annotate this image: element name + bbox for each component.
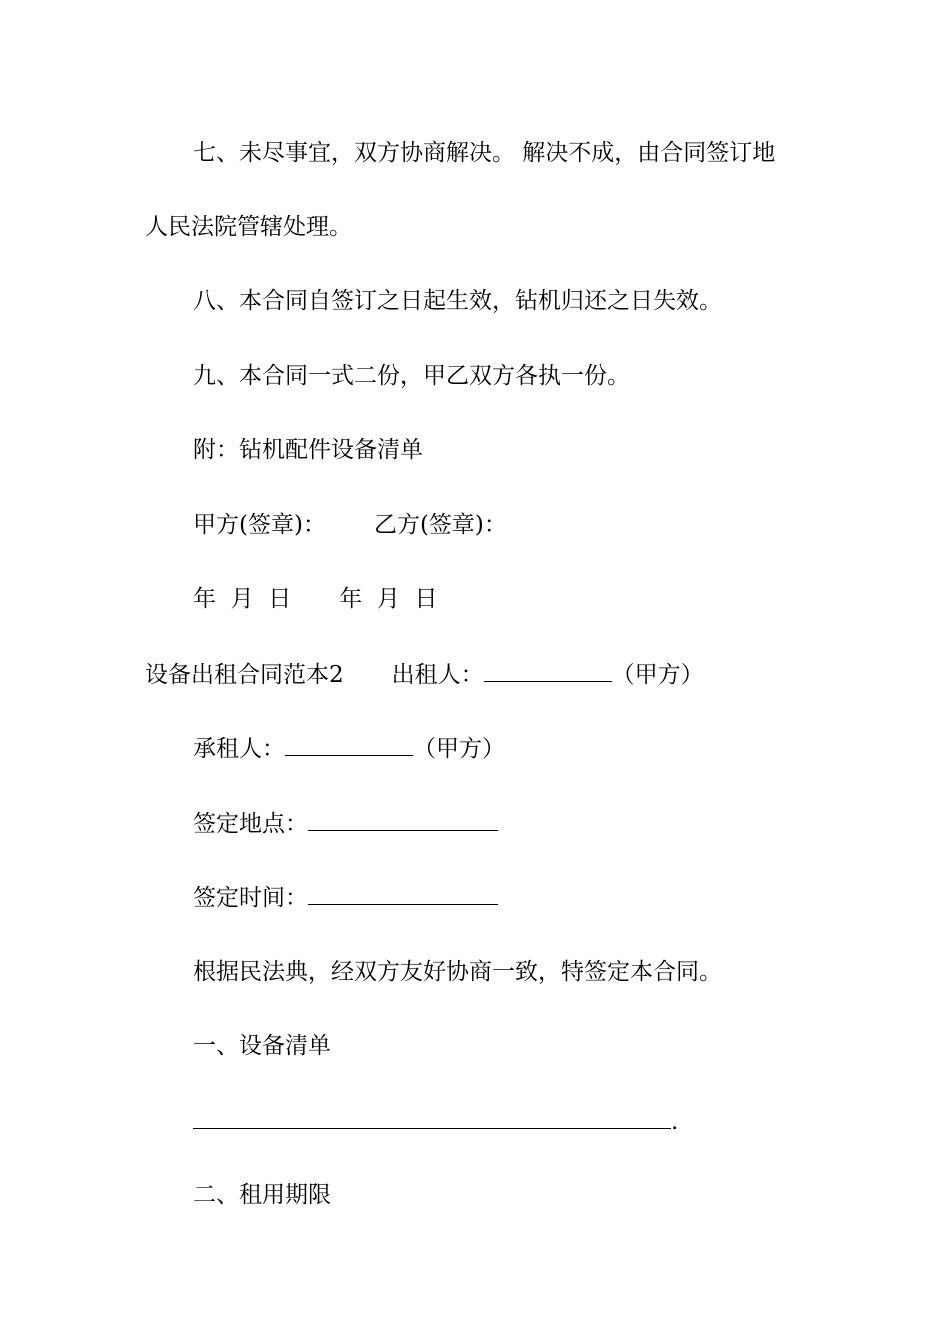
equipment-list-line [193, 1106, 678, 1136]
equipment-list-blank [193, 1106, 671, 1129]
sample2-header-line [145, 659, 704, 689]
date-line [193, 584, 438, 614]
lessee-blank [285, 733, 413, 756]
lessor-blank [484, 659, 612, 682]
section-1-heading: 一、设备清单 [193, 1033, 331, 1059]
clause-8: 八、本合同自签订之日起生效，钻机归还之日失效。 [193, 288, 722, 314]
party-b-signature-label: 乙方(签章)： [373, 512, 507, 538]
party-a-signature-label: 甲方(签章)： [193, 512, 326, 538]
signing-time-blank [308, 882, 498, 905]
contract-basis: 根据民法典，经双方友好协商一致，特签定本合同。 [193, 959, 722, 985]
lessor-suffix: （甲方） [611, 662, 704, 688]
clause-7-line-2: 人民法院管辖处理。 [145, 214, 352, 240]
lessor-label: 出租人： [391, 662, 484, 688]
equipment-list-end: . [671, 1109, 679, 1135]
attachment-note: 附：钻机配件设备清单 [193, 437, 423, 463]
sample2-title: 设备出租合同范本2 [145, 662, 344, 688]
clause-9: 九、本合同一式二份，甲乙双方各执一份。 [193, 363, 630, 389]
clause-7-line-1: 七、未尽事宜，双方协商解决。 解决不成，由合同签订地 [193, 140, 776, 166]
section-2-heading: 二、租用期限 [193, 1182, 331, 1208]
lessee-suffix: （甲方） [413, 736, 505, 762]
lessee-line [193, 733, 505, 763]
signing-place-blank [308, 808, 498, 831]
signing-place-line [193, 808, 498, 838]
party-b-date: 年 月 日 [339, 586, 438, 612]
signing-time-label: 签定时间： [193, 885, 308, 911]
party-a-date: 年 月 日 [193, 586, 292, 612]
lessee-label: 承租人： [193, 736, 285, 762]
signature-line [193, 510, 507, 540]
signing-time-line [193, 882, 498, 912]
signing-place-label: 签定地点： [193, 811, 308, 837]
